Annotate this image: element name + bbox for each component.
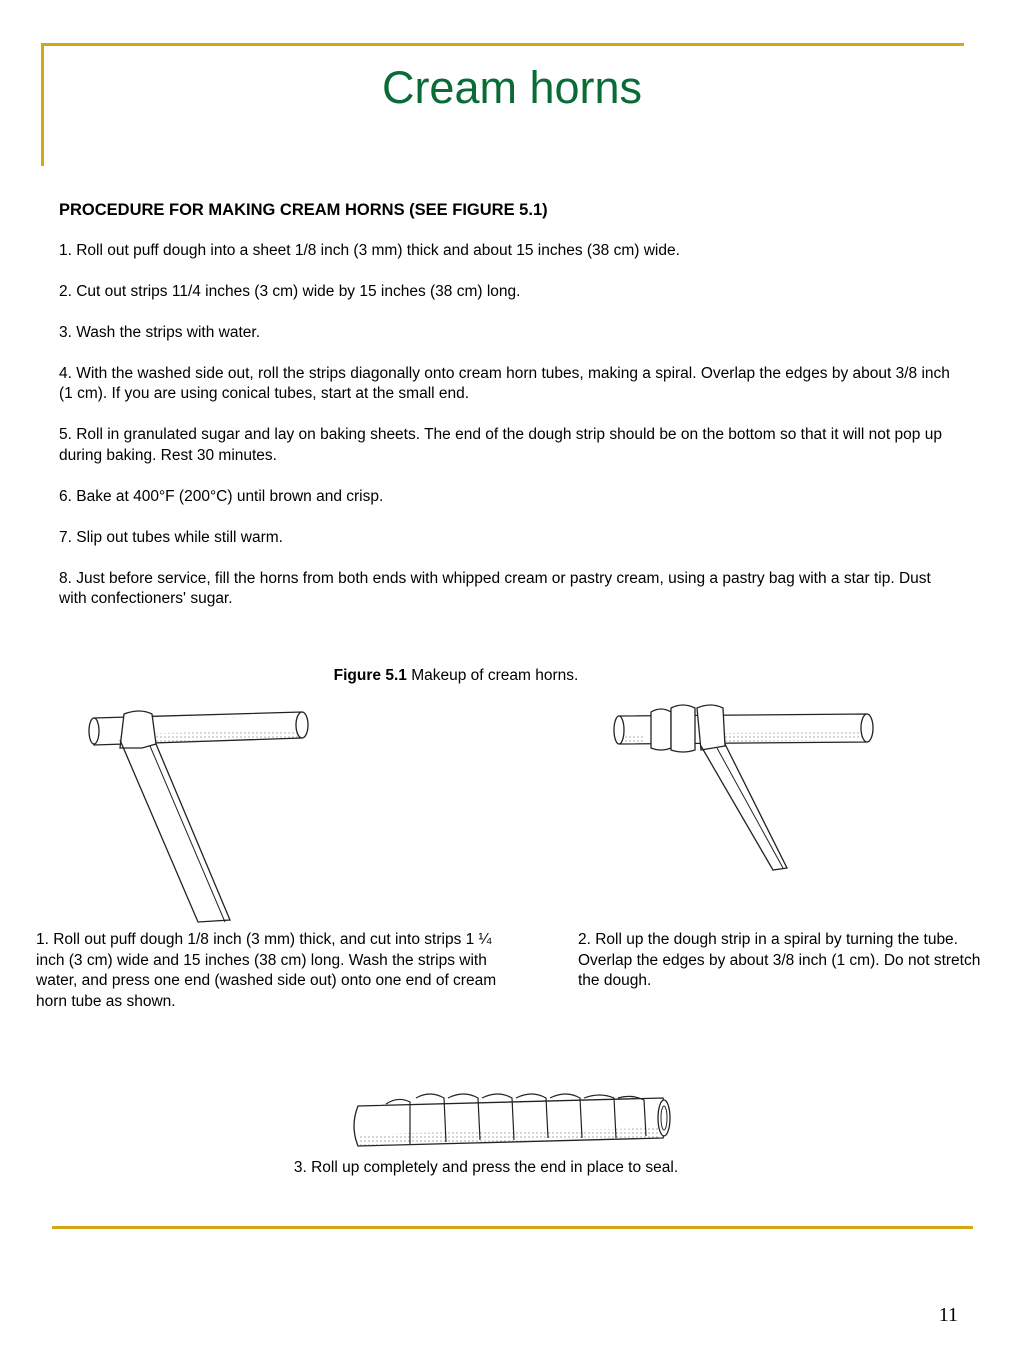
step-3: 3. Wash the strips with water.	[59, 323, 261, 341]
illustration-spiral-start	[605, 700, 880, 890]
figure-caption-step-3: 3. Roll up completely and press the end in place to seal.	[293, 1159, 679, 1176]
procedure-heading: PROCEDURE FOR MAKING CREAM HORNS (SEE FIGURE 5.1)	[59, 201, 548, 219]
figure-label: Figure 5.1	[333, 667, 407, 684]
page-number: 11	[938, 1304, 958, 1326]
figure-caption-step-2: 2. Roll up the dough strip in a spiral by turning the tube. Overlap the edges by about 3/8 inch (1 cm). Do not stretch the dough.	[578, 931, 981, 989]
figure-caption-text: Makeup of cream horns.	[411, 667, 579, 684]
page-title: Cream horns	[381, 62, 643, 113]
frame-bottom-rule	[52, 1226, 973, 1229]
step-6: 6. Bake at 400°F (200°C) until brown and crisp.	[59, 487, 384, 505]
step-4: 4. With the washed side out, roll the strips diagonally onto cream horn tubes, making a spiral. Overlap the edges by about 3/8 inch (1 cm). If you are using conical tubes, start at the small end.	[59, 364, 950, 402]
step-2: 2. Cut out strips 11/4 inches (3 cm) wide by 15 inches (38 cm) long.	[59, 282, 521, 300]
procedure-section	[59, 200, 959, 630]
figure-caption	[0, 667, 912, 685]
step-5: 5. Roll in granulated sugar and lay on baking sheets. The end of the dough strip should be on the bottom so that it will not pop up during baking. Rest 30 minutes.	[59, 426, 942, 464]
illustration-fully-rolled-horn	[348, 1088, 678, 1154]
step-8: 8. Just before service, fill the horns from both ends with whipped cream or pastry cream, using a pastry bag with a star tip. Dust with confectioners' sugar.	[59, 569, 931, 607]
illustration-strip-on-tube	[80, 700, 320, 930]
frame-top-rule	[41, 43, 964, 46]
step-7: 7. Slip out tubes while still warm.	[59, 528, 283, 546]
step-1: 1. Roll out puff dough into a sheet 1/8 inch (3 mm) thick and about 15 inches (38 cm) wide.	[59, 241, 680, 259]
figure-caption-step-1: 1. Roll out puff dough 1/8 inch (3 mm) thick, and cut into strips 1 ¼ inch (3 cm) wide and 15 inches (38 cm) long. Wash the strips with water, and press one end (washed side out) onto one end of cream horn tube as shown.	[36, 931, 497, 1010]
